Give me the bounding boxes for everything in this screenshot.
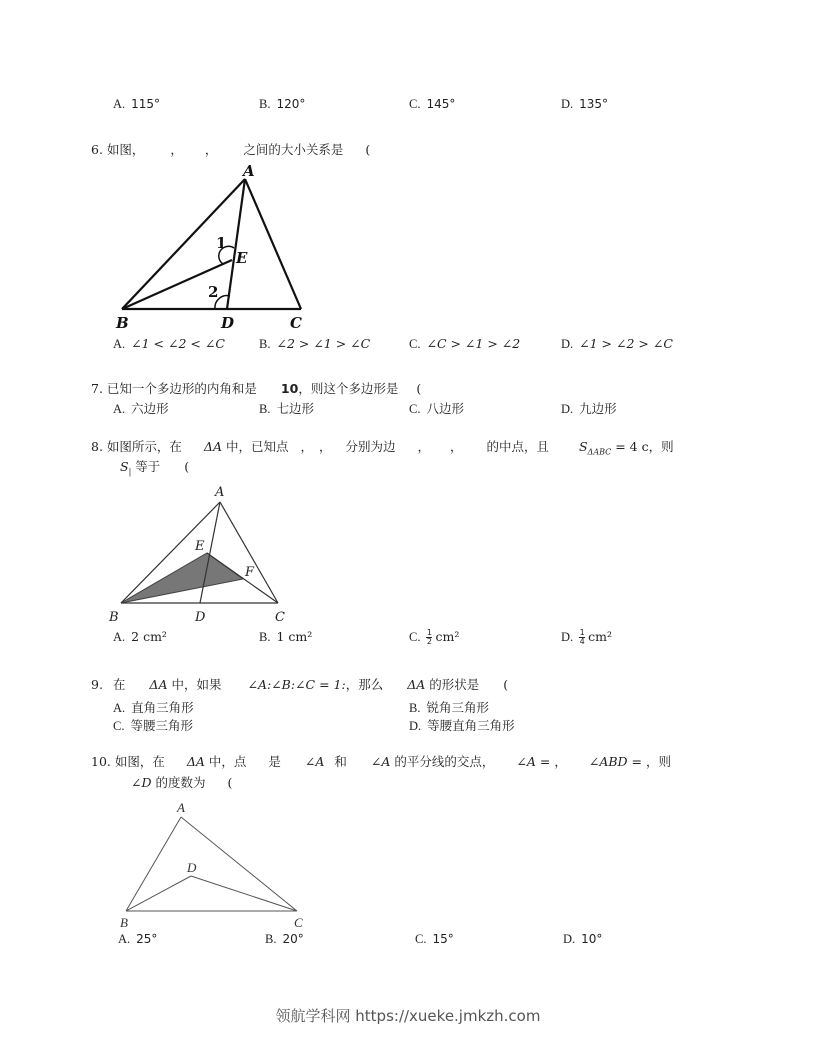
option-label: C. bbox=[415, 932, 427, 946]
option-label: D. bbox=[561, 97, 574, 111]
vertex-label-f: F bbox=[245, 565, 255, 580]
option-label: B. bbox=[259, 402, 271, 416]
option-value: 115° bbox=[131, 97, 161, 111]
shaded-area-symbol: $S_|$ bbox=[120, 459, 132, 477]
q10-option-c[interactable] bbox=[415, 931, 454, 947]
q7-option-b[interactable] bbox=[259, 401, 314, 417]
question-number: 7. bbox=[91, 381, 103, 396]
stem-text: 之间的大小关系是 bbox=[243, 142, 344, 157]
q5-option-d[interactable] bbox=[561, 96, 608, 112]
stem-text: ， bbox=[170, 142, 183, 157]
fraction: $\frac{1}{4}$ bbox=[579, 628, 585, 646]
option-value: ∠C > ∠1 > ∠2 bbox=[426, 336, 521, 351]
option-label: C. bbox=[409, 630, 421, 644]
q10-option-a[interactable] bbox=[118, 931, 157, 947]
q7-option-d[interactable] bbox=[561, 401, 617, 417]
option-label: C. bbox=[409, 97, 421, 111]
option-value: 六边形 bbox=[131, 401, 169, 416]
q6-stem bbox=[91, 142, 370, 158]
stem-text: 如图所示，在 bbox=[106, 439, 182, 454]
option-label: A. bbox=[118, 932, 131, 946]
option-label: A. bbox=[113, 630, 126, 644]
option-value: 2 cm² bbox=[131, 629, 167, 644]
triangle-symbol: ΔA bbox=[203, 439, 222, 454]
stem-text: 中，已知点 bbox=[225, 439, 289, 454]
answer-paren: ( bbox=[416, 381, 422, 396]
vertex-label-b: B bbox=[120, 915, 128, 930]
stem-text: ， bbox=[300, 439, 313, 454]
option-label: D. bbox=[561, 402, 574, 416]
vertex-label-b: B bbox=[109, 610, 119, 625]
option-unit: cm² bbox=[588, 629, 613, 644]
q7-stem bbox=[91, 381, 421, 397]
option-value: 25° bbox=[136, 932, 158, 946]
vertex-label-b: B bbox=[116, 314, 129, 332]
vertex-label-a: A bbox=[243, 162, 255, 180]
q8-triangle-figure bbox=[105, 480, 305, 625]
option-value: ∠1 > ∠2 > ∠C bbox=[579, 336, 673, 351]
stem-text: ，那么 bbox=[345, 677, 384, 692]
q8-stem-line1 bbox=[91, 439, 674, 461]
q8-option-a[interactable] bbox=[113, 629, 167, 645]
option-value: 八边形 bbox=[426, 401, 464, 416]
stem-text: 中，点 bbox=[208, 754, 247, 769]
triangle-symbol: ΔA bbox=[407, 677, 426, 692]
option-value: 10° bbox=[581, 932, 603, 946]
option-label: A. bbox=[113, 701, 126, 715]
option-value: 等腰三角形 bbox=[130, 718, 193, 733]
angle-abd-equation: ∠ABD = bbox=[588, 754, 646, 769]
vertex-label-d: D bbox=[187, 860, 197, 875]
option-value: 九边形 bbox=[579, 401, 617, 416]
q5-option-a[interactable] bbox=[113, 96, 160, 112]
stem-text: ， bbox=[554, 754, 567, 769]
option-label: C. bbox=[409, 402, 421, 416]
stem-text: 的中点，且 bbox=[486, 439, 549, 454]
option-label: D. bbox=[561, 630, 574, 644]
q7-option-c[interactable] bbox=[409, 401, 464, 417]
angle-symbol: ∠D bbox=[131, 775, 152, 790]
stem-text: ， bbox=[318, 439, 332, 454]
option-value: 等腰直角三角形 bbox=[427, 718, 515, 733]
question-number: 8. bbox=[91, 439, 103, 454]
angle-symbol: ∠A bbox=[304, 754, 325, 769]
option-value: 锐角三角形 bbox=[426, 700, 489, 715]
vertex-label-d: D bbox=[195, 610, 206, 625]
q9-option-d[interactable] bbox=[409, 718, 515, 734]
q9-stem bbox=[91, 677, 508, 693]
q10-option-d[interactable] bbox=[563, 931, 602, 947]
q9-option-c[interactable] bbox=[113, 718, 193, 734]
q6-triangle-figure bbox=[105, 160, 325, 335]
stem-text: ，则 bbox=[645, 754, 671, 769]
option-label: B. bbox=[259, 630, 271, 644]
option-label: B. bbox=[259, 97, 271, 111]
option-value: 20° bbox=[282, 932, 304, 946]
q10-stem-line2 bbox=[131, 775, 232, 791]
option-value: 135° bbox=[579, 97, 609, 111]
q9-option-a[interactable] bbox=[113, 700, 194, 716]
answer-paren: ( bbox=[365, 142, 371, 157]
q10-option-b[interactable] bbox=[265, 931, 304, 947]
option-label: D. bbox=[563, 932, 576, 946]
stem-text: 是 bbox=[268, 754, 281, 769]
vertex-label-c: C bbox=[275, 610, 285, 625]
option-value: ∠1 < ∠2 < ∠C bbox=[131, 336, 225, 351]
q9-option-b[interactable] bbox=[409, 700, 489, 716]
answer-paren: ( bbox=[227, 775, 233, 790]
q10-stem-line1 bbox=[91, 754, 671, 770]
angle-symbol: ∠A bbox=[370, 754, 391, 769]
angle-sum-value: 10 bbox=[280, 381, 299, 396]
option-value: 15° bbox=[432, 932, 454, 946]
option-value: 七边形 bbox=[276, 401, 314, 416]
stem-text: ， bbox=[417, 439, 430, 454]
q5-option-b[interactable] bbox=[259, 96, 305, 112]
option-label: B. bbox=[409, 701, 421, 715]
stem-text: ，则这个多边形是 bbox=[298, 381, 399, 396]
stem-text: 的平分线的交点， bbox=[394, 754, 495, 769]
q7-option-a[interactable] bbox=[113, 401, 169, 417]
stem-text: 在 bbox=[112, 677, 126, 692]
angle-a-equation: ∠A = bbox=[516, 754, 555, 769]
stem-text: ， bbox=[449, 439, 463, 454]
option-value: 1 cm² bbox=[276, 629, 313, 644]
stem-text: 等于 bbox=[135, 459, 161, 474]
option-value: 直角三角形 bbox=[131, 700, 194, 715]
triangle-symbol: ΔA bbox=[186, 754, 205, 769]
stem-text: ， bbox=[204, 142, 218, 157]
triangle-symbol: ΔA bbox=[149, 677, 168, 692]
vertex-label-d: D bbox=[221, 314, 235, 332]
vertex-label-a: A bbox=[215, 485, 225, 500]
option-label: B. bbox=[259, 337, 271, 351]
q10-triangle-figure bbox=[110, 795, 320, 930]
stem-text: 的形状是 bbox=[429, 677, 480, 692]
q6-option-d[interactable] bbox=[561, 336, 673, 352]
stem-text: ，则 bbox=[648, 439, 674, 454]
vertex-label-e: E bbox=[195, 539, 205, 554]
option-label: C. bbox=[409, 337, 421, 351]
option-label: A. bbox=[113, 337, 126, 351]
vertex-label-e: E bbox=[236, 249, 248, 267]
q8-option-c[interactable] bbox=[409, 629, 459, 646]
stem-text: 和 bbox=[334, 754, 347, 769]
option-value: ∠2 > ∠1 > ∠C bbox=[276, 336, 371, 351]
answer-paren: ( bbox=[184, 459, 190, 474]
angle-label-1: 1 bbox=[216, 234, 227, 252]
stem-text: 的度数为 bbox=[155, 775, 206, 790]
stem-text: 中，如果 bbox=[171, 677, 222, 692]
question-number: 10. bbox=[91, 754, 111, 769]
q6-option-b[interactable] bbox=[259, 336, 370, 352]
stem-text: 已知一个多边形的内角和是 bbox=[106, 381, 257, 396]
option-label: C. bbox=[113, 719, 125, 733]
option-label: D. bbox=[561, 337, 574, 351]
angle-label-2: 2 bbox=[208, 283, 219, 301]
stem-text: 如图，在 bbox=[114, 754, 165, 769]
option-label: D. bbox=[409, 719, 422, 733]
q8-option-d[interactable] bbox=[561, 629, 612, 646]
area-expression: $S_{\Delta ABC} = 4$ c bbox=[578, 439, 649, 457]
option-label: A. bbox=[113, 97, 126, 111]
question-number: 6. bbox=[91, 142, 103, 157]
q6-option-c[interactable] bbox=[409, 336, 520, 352]
option-label: A. bbox=[113, 402, 126, 416]
option-value: 145° bbox=[426, 97, 456, 111]
option-value: 120° bbox=[276, 97, 306, 111]
option-label: B. bbox=[265, 932, 277, 946]
angle-ratio: ∠A:∠B:∠C = 1: bbox=[247, 677, 346, 692]
vertex-label-c: C bbox=[294, 915, 303, 930]
answer-paren: ( bbox=[503, 677, 509, 692]
q8-stem-line2 bbox=[120, 459, 189, 481]
q5-option-c[interactable] bbox=[409, 96, 455, 112]
question-number: 9. bbox=[91, 677, 103, 692]
q8-option-b[interactable] bbox=[259, 629, 312, 645]
footer-watermark: 领航学科网 https://xueke.jmkzh.com bbox=[275, 1007, 541, 1025]
q6-option-a[interactable] bbox=[113, 336, 225, 352]
option-unit: cm² bbox=[435, 629, 460, 644]
fraction: $\frac{1}{2}$ bbox=[426, 628, 433, 646]
stem-text: 如图， bbox=[106, 142, 145, 157]
vertex-label-a: A bbox=[177, 800, 185, 815]
stem-text: 分别为边 bbox=[345, 439, 396, 454]
vertex-label-c: C bbox=[290, 314, 302, 332]
